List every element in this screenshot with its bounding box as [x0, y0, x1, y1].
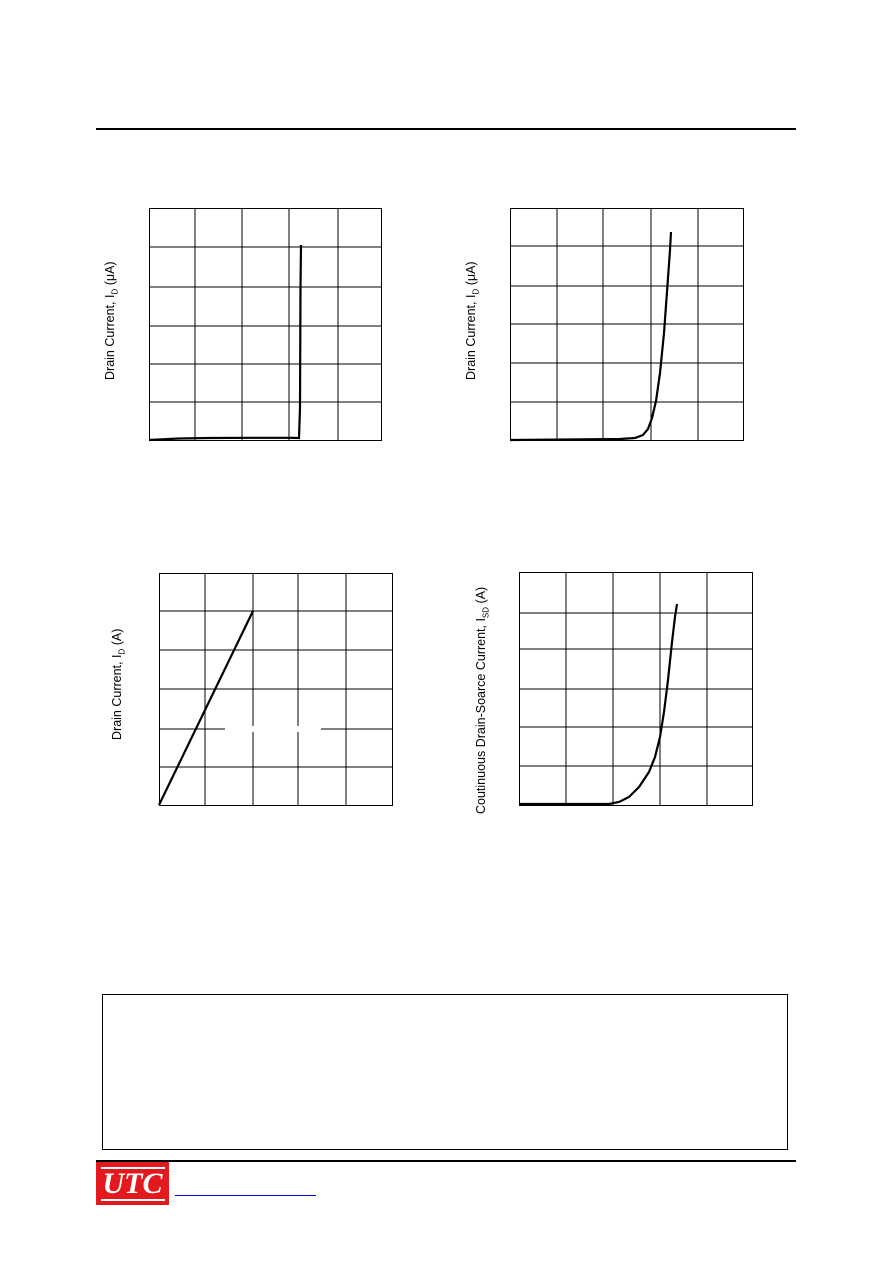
y-axis-label: Coutinuous Drain-Soarce Current, $I_{SD}$ (A)	[474, 586, 491, 814]
grid	[510, 208, 744, 441]
website-link[interactable]	[175, 1195, 316, 1196]
note-box	[102, 994, 788, 1150]
y-axis-label: Drain Current, $I_D$ (A)	[110, 628, 127, 740]
y-axis-label: Drain Current, $I_D$ (μA)	[464, 261, 481, 380]
chart-drain-current-2	[510, 208, 744, 441]
chart-source-drain-current	[519, 572, 753, 806]
series-line	[149, 245, 301, 440]
chart-drain-current-3	[159, 573, 393, 806]
series-line	[510, 232, 671, 440]
footer-rule	[96, 1160, 796, 1162]
grid	[519, 572, 753, 806]
chart-drain-current-1	[149, 208, 382, 441]
series-line	[159, 611, 253, 805]
grid	[159, 573, 393, 806]
label-mask	[225, 726, 321, 732]
y-axis-label: Drain Current, $I_D$ (μA)	[103, 261, 120, 380]
grid	[149, 208, 382, 441]
utc-logo: UTC	[96, 1162, 169, 1205]
series-line	[519, 604, 677, 804]
header-rule	[96, 128, 796, 130]
plot-frame	[150, 209, 382, 441]
